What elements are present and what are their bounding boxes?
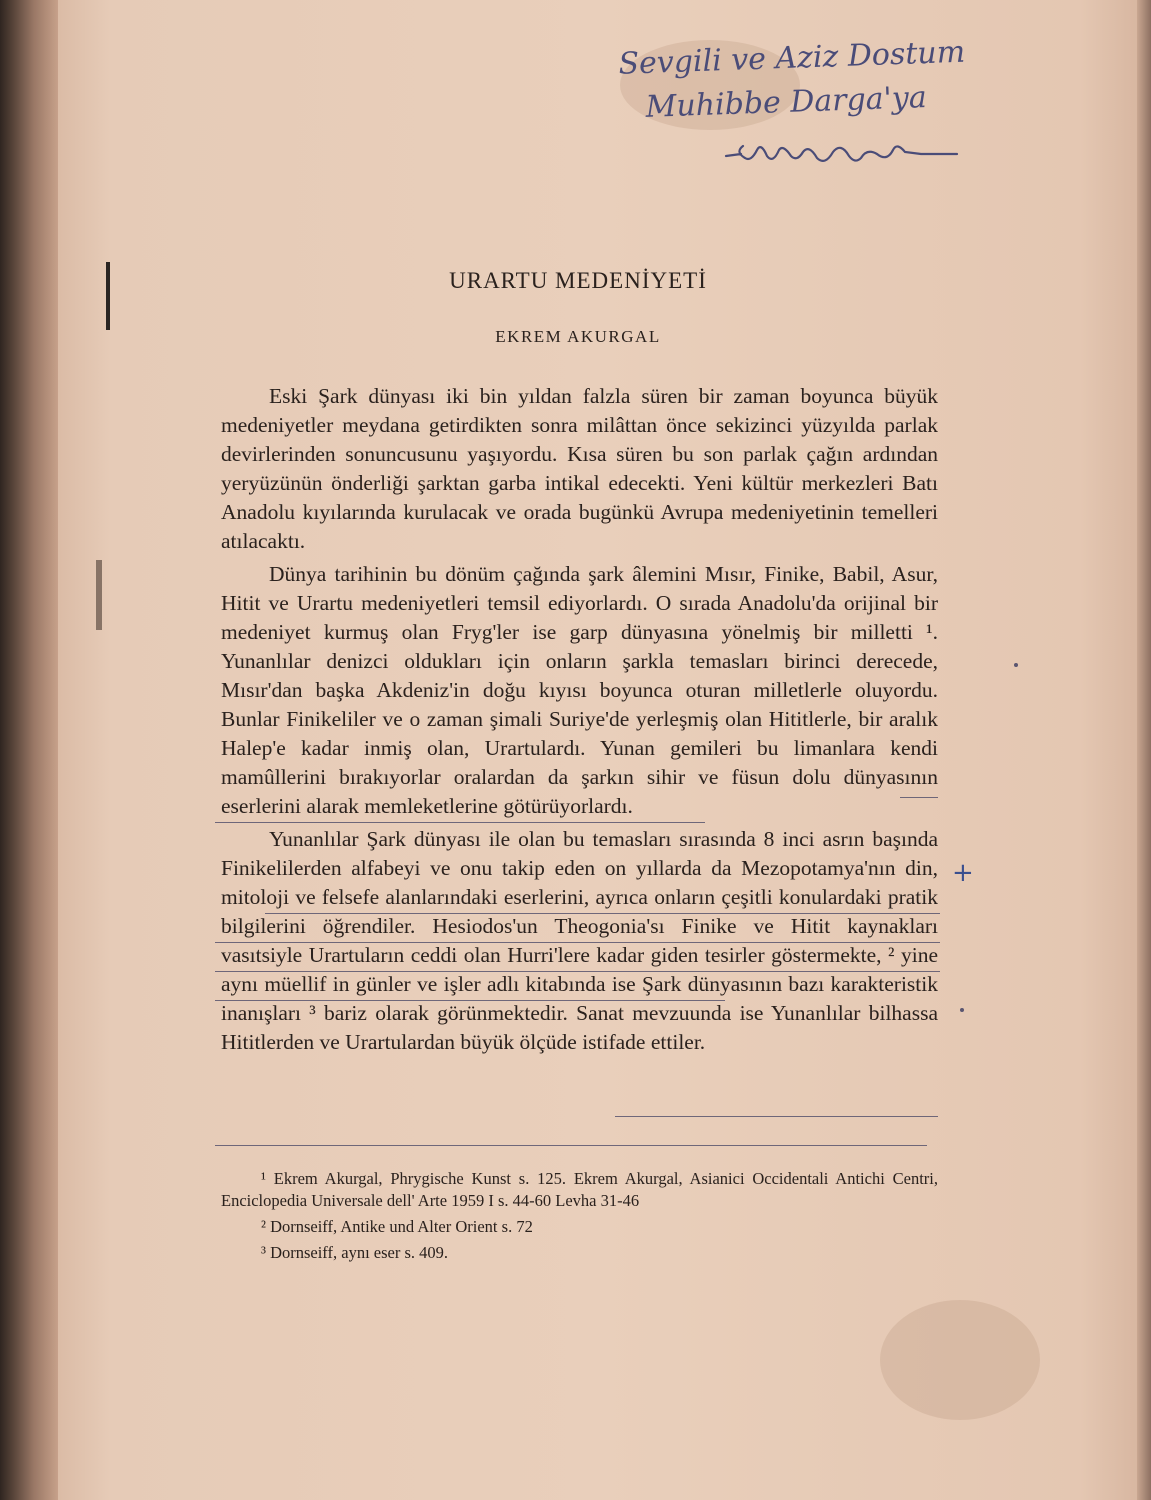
- pencil-underline: [215, 1145, 927, 1146]
- pencil-underline: [215, 971, 940, 972]
- margin-plus-mark: +: [952, 858, 974, 888]
- footnote-3: ³ Dornseiff, aynı eser s. 409.: [261, 1243, 449, 1262]
- footnote-2: ² Dornseiff, Antike und Alter Orient s. 72: [261, 1217, 533, 1236]
- paragraph-2: Dünya tarihinin bu dönüm çağında şark âlemini Mısır, Finike, Babil, Asur, Hitit ve Urartu medeniyetleri temsil ediyorlardı. O sırada Anadolu'da orijinal bir medeniyet kurmuş olan Fryg'ler ise garp dünyasına yönelmiş bir milletti ¹. Yunanlılar denizci oldukları için onların şarkla temasları birinci derecede, Mısır'dan başka Akdeniz'in doğu kıyısı boyunca oturan milletlerle oluyordu. Bunlar Finikeliler ve o zaman şimali Suriye'de yerleşmiş olan Hititlerle, bir aralık Halep'e kadar inmiş olan, Urartulardı. Yunan gemileri bu limanlara kendi mamûllerini bırakıyorlar oralardan da şarkın sihir ve füsun dolu dünyasının eserlerini alarak memleketlerine götürüyorlardı.: [221, 562, 938, 818]
- page-right-edge: [1137, 0, 1151, 1500]
- pencil-underline: [900, 797, 938, 798]
- signature-scribble: [721, 128, 961, 178]
- margin-stain-mark: [96, 560, 102, 630]
- article-body: [221, 382, 938, 1061]
- book-binding-edge: [0, 0, 58, 1500]
- pencil-underline: [215, 822, 705, 823]
- pencil-underline: [215, 1000, 725, 1001]
- pencil-underline: [215, 942, 940, 943]
- margin-dot-mark: [960, 1008, 964, 1012]
- pencil-underline: [615, 1116, 938, 1117]
- handwritten-dedication: [545, 31, 968, 134]
- dedication-line-2: Muhibbe Darga'ya: [645, 80, 928, 125]
- article-title: URARTU MEDENİYETİ: [449, 268, 707, 293]
- handwritten-signature: [721, 128, 961, 178]
- margin-bar-mark: [106, 262, 110, 330]
- dedication-line-1: Sevgili ve Aziz Dostum: [617, 34, 966, 82]
- article-author: EKREM AKURGAL: [495, 327, 661, 346]
- footnotes: [221, 1168, 938, 1268]
- pencil-underline: [265, 913, 940, 914]
- margin-dot-mark: [1014, 663, 1018, 667]
- footnote-1: ¹ Ekrem Akurgal, Phrygische Kunst s. 125. Ekrem Akurgal, Asianici Occidentali Antichi Centri, Enciclopedia Universale dell' Arte 1959 I s. 44-60 Levha 31-46: [221, 1169, 938, 1210]
- paper-stain: [880, 1300, 1040, 1420]
- paragraph-3: Yunanlılar Şark dünyası ile olan bu temasları sırasında 8 inci asrın başında Finikelilerden alfabeyi ve onu takip eden on yıllarda da Mezopotamya'nın din, mitoloji ve felsefe alanlarındaki eserlerini, ayrıca onların çeşitli konulardaki pratik bilgilerini öğrendiler. Hesiodos'un Theogonia'sı Finike ve Hitit kaynakları vasıtsiyle Urartuların ceddi olan Hurri'lere kadar giden tesirler göstermekte, ² yine aynı müellif in günler ve işler adlı kitabında ise Şark dünyasının bazı karakteristik inanışları ³ bariz olarak görünmektedir. Sanat mevzuunda ise Yunanlılar bilhassa Hititlerden ve Urartulardan büyük ölçüde istifade ettiler.: [221, 827, 938, 1054]
- paragraph-1: Eski Şark dünyası iki bin yıldan falzla süren bir zaman boyunca büyük medeniyetler meydana getirdikten sonra milâttan önce sekizinci yüzyılda parlak devirlerinden sonuncusunu yaşıyordu. Kısa süren bu son parlak çağın ardından yeryüzünün önderliği şarktan garba intikal edecekti. Yeni kültür merkezleri Batı Anadolu kıyılarında kurulacak ve orada bugünkü Avrupa medeniyetinin temelleri atılacaktı.: [221, 384, 938, 553]
